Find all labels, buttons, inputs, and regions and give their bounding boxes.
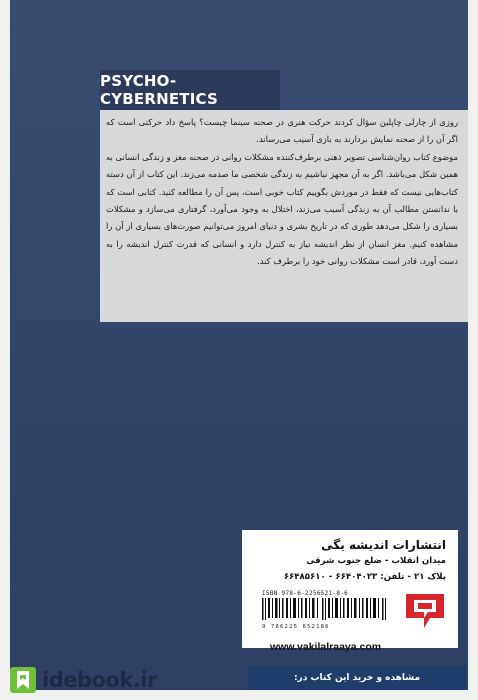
publisher-website[interactable]: www.vakilalraaya.com	[270, 641, 382, 653]
idebook-logo[interactable]	[8, 662, 188, 698]
publisher-name: انتشارات اندیشه یگی	[321, 538, 446, 552]
blurb-paragraph-2: موضوع کتاب روان‌شناسی تصویر ذهنی برطرف‌کننده مشکلات روانی در صحنه مغز و زندگی انسانی به همین شکل می‌باشد. اگر به آن مجهز نباشیم به زندگی شخصی ما صدمه می‌زند. این کتاب از آن دسته کتاب‌هایی نیست که فقط در موردش بگوییم کتاب خوبی است، پس آن را مطالعه کنید. کتابی است که با ندانستن مطالب آن به زندگی آسیب می‌زند، اختلال به وجود می‌آورد، گرفتاری می‌سازد و مشکلات بسیاری را شکل می‌دهد طوری که در تاریخ بشری و دنیای امروز می‌توانیم صورت‌های بسیاری از آن را مشاهده کنیم. مغز انسان از نظر اندیشه نیاز به کنترل دارد و انسانی که قدرت کنترل اندیشه را به دست آورد، قادر است مشکلات روانی خود را برطرف کند.	[106, 151, 458, 267]
book-title: PSYCHO- CYBERNETICS	[100, 70, 280, 110]
blurb-paragraph-1: روزی از چارلی چاپلین سؤال کردند حرکت هنری در صحنه سینما چیست؟ پاسخ داد حرکتی است که اگر آن را از صحنه نمایش بردارند به بازی آسیب می‌رساند.	[106, 117, 458, 145]
blurb-text	[106, 114, 458, 271]
idebook-brand: idebook.ir	[42, 668, 157, 692]
publisher-address: میدان انقلاب - ضلع جنوب شرقی	[306, 556, 446, 566]
barcode-icon	[262, 598, 387, 620]
publisher-phone: پلاک ۲۱ - تلفن: ۶۶۴۰۴۰۲۳ - ۶۶۴۸۵۶۱۰	[283, 572, 446, 582]
bookmark-icon	[8, 665, 38, 695]
isbn-number: ISBN 978-6-2256521-8-6	[262, 590, 349, 597]
buy-book-link[interactable]: مشاهده و خرید این کتاب در:	[248, 666, 466, 690]
barcode-digits: 9 786225 652186	[262, 624, 330, 630]
isbn-block	[258, 590, 398, 630]
publisher-logo-icon	[402, 588, 448, 634]
